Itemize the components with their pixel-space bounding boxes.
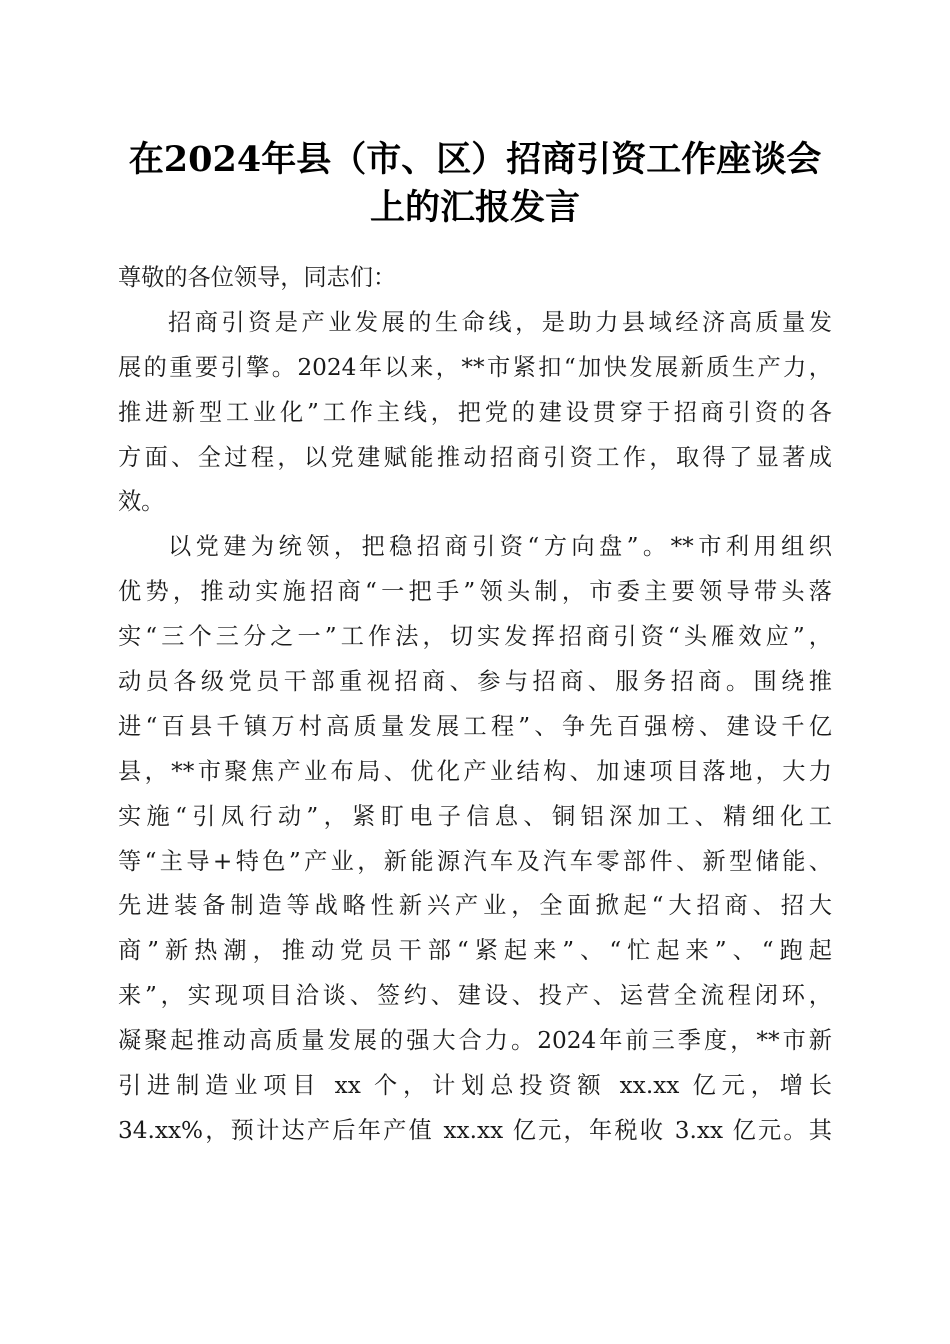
document-title-line-2: 上的汇报发言 — [369, 187, 580, 228]
paragraph-1-line: 推进新型工业化”工作主线，把党的建设贯穿于招商引资的各 — [118, 398, 832, 426]
paragraph-2-line: 等“主导+特色”产业，新能源汽车及汽车零部件、新型储能、 — [118, 847, 832, 875]
paragraph-1-line: 展的重要引擎。2024年以来，**市紧扣“加快发展新质生产力， — [118, 353, 832, 381]
paragraph-1-line: 效。 — [118, 488, 165, 516]
paragraph-1-line: 方面、全过程，以党建赋能推动招商引资工作，取得了显著成 — [118, 443, 832, 471]
paragraph-1-line: 招商引资是产业发展的生命线，是助力县域经济高质量发 — [168, 308, 832, 336]
paragraph-2-line: 进“百县千镇万村高质量发展工程”、争先百强榜、建设千亿 — [118, 712, 832, 740]
document-title-line-1: 在2024年县（市、区）招商引资工作座谈会 — [128, 139, 822, 180]
paragraph-2-line: 实“三个三分之一”工作法，切实发挥招商引资“头雁效应”， — [118, 623, 832, 651]
paragraph-2-line: 先进装备制造等战略性新兴产业，全面掀起“大招商、招大 — [118, 892, 832, 920]
paragraph-2-line: 引进制造业项目 xx 个，计划总投资额 xx.xx 亿元，增长 — [118, 1072, 832, 1100]
paragraph-2-line: 以党建为统领，把稳招商引资“方向盘”。**市利用组织 — [168, 533, 832, 561]
paragraph-2-line: 凝聚起推动高质量发展的强大合力。2024年前三季度，**市新 — [118, 1027, 832, 1055]
paragraph-2-line: 34.xx%，预计达产后年产值 xx.xx 亿元，年税收 3.xx 亿元。其 — [118, 1116, 832, 1144]
paragraph-2-line: 县，**市聚焦产业布局、优化产业结构、加速项目落地，大力 — [118, 757, 832, 785]
paragraph-2-line: 来”，实现项目洽谈、签约、建设、投产、运营全流程闭环， — [118, 982, 832, 1010]
paragraph-2-line: 实施“引凤行动”，紧盯电子信息、铜铝深加工、精细化工 — [118, 802, 832, 830]
paragraph-2-line: 动员各级党员干部重视招商、参与招商、服务招商。围绕推 — [118, 668, 832, 696]
salutation: 尊敬的各位领导，同志们： — [118, 264, 397, 291]
paragraph-2-line: 优势，推动实施招商“一把手”领头制，市委主要领导带头落 — [118, 578, 832, 606]
document-body — [118, 256, 832, 1154]
paragraph-2-line: 商”新热潮，推动党员干部“紧起来”、“忙起来”、“跑起 — [118, 937, 832, 965]
